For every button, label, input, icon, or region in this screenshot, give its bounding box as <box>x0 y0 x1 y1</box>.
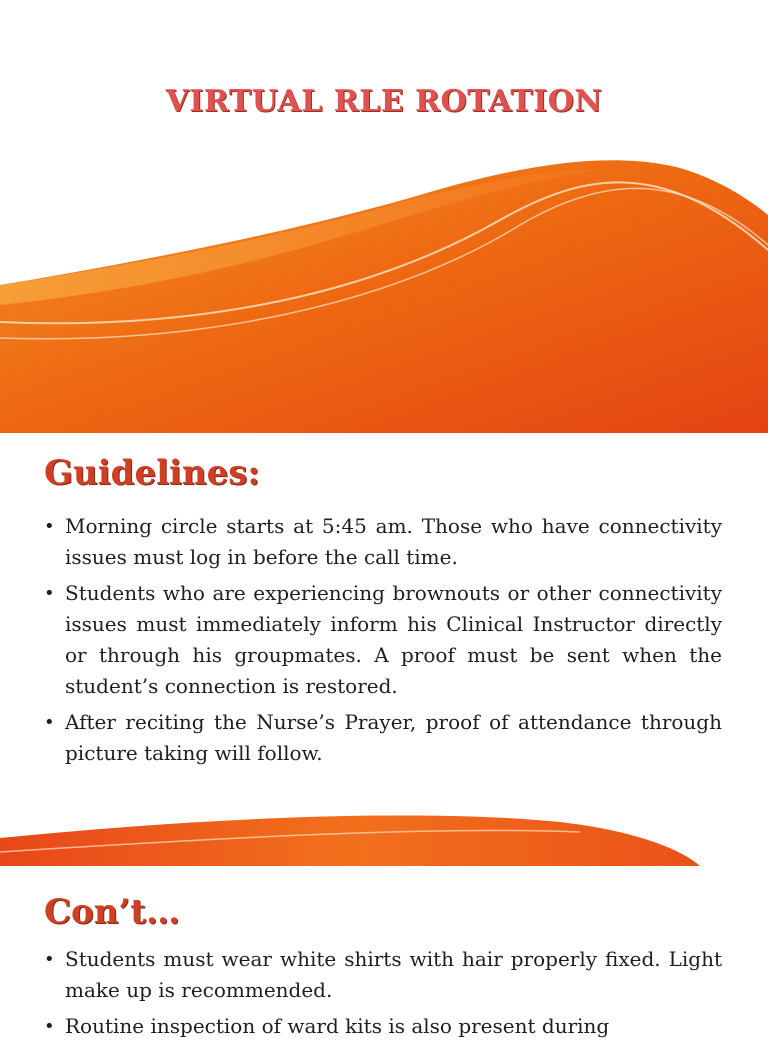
bullet-icon: • <box>44 949 55 970</box>
list-item-text: Students who are experiencing brownouts or other connectivity issues must immediately inform his Clinical Instructor directly or through his groupmates. A proof must be sent when the student’s connection is restored. <box>65 581 722 698</box>
slide-title: VIRTUAL RLE ROTATION <box>165 84 603 119</box>
list-item-text: Students must wear white shirts with hair properly fixed. Light make up is recommended. <box>65 947 722 1002</box>
list-item <box>44 707 722 769</box>
list-item <box>44 944 722 1006</box>
list-item <box>44 1011 722 1042</box>
continued-list <box>44 944 722 1047</box>
list-item <box>44 578 722 702</box>
title-slide <box>0 0 768 433</box>
list-item-text: Routine inspection of ward kits is also present during <box>65 1014 610 1038</box>
list-item-text: After reciting the Nurse’s Prayer, proof of attendance through picture taking will follow. <box>65 710 722 765</box>
orange-wave-graphic <box>0 0 768 433</box>
guidelines-list <box>44 511 722 774</box>
bottom-orange-band <box>0 808 768 866</box>
guidelines-heading: Guidelines: <box>44 453 260 493</box>
bullet-icon: • <box>44 583 55 604</box>
guidelines-slide <box>0 433 768 866</box>
bullet-icon: • <box>44 1016 55 1037</box>
continued-slide <box>0 866 768 1038</box>
list-item <box>44 511 722 573</box>
bullet-icon: • <box>44 712 55 733</box>
list-item-text: Morning circle starts at 5:45 am. Those who have connectivity issues must log in before the call time. <box>65 514 722 569</box>
bullet-icon: • <box>44 516 55 537</box>
continued-heading: Con’t… <box>44 892 180 932</box>
